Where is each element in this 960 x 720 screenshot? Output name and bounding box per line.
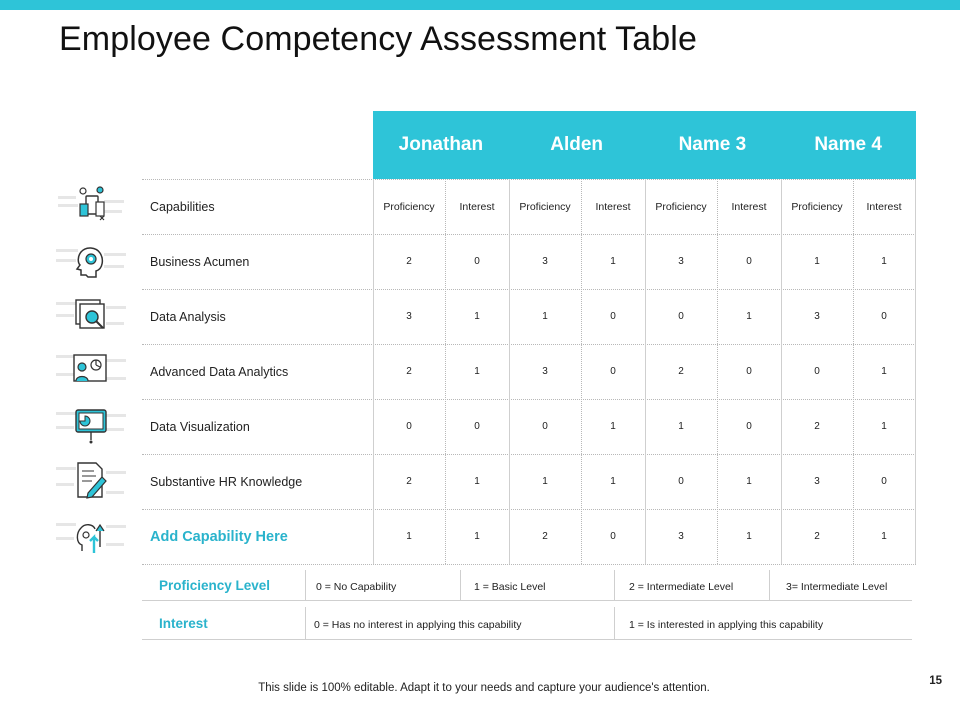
score-cell: 1 [610, 476, 616, 487]
score-cell: 1 [474, 476, 480, 487]
hr-knowledge-icon [56, 457, 126, 507]
score-cell: 0 [678, 311, 684, 322]
name-header-3: Name 3 [678, 134, 747, 155]
grid-line [915, 179, 916, 564]
score-cell: 0 [474, 256, 480, 267]
data-visualization-icon [56, 402, 126, 452]
score-cell: 0 [814, 366, 820, 377]
sub-header: Proficiency [519, 200, 571, 213]
score-cell: 3 [678, 256, 684, 267]
capability-label: Data Visualization [150, 419, 250, 434]
score-cell: 0 [406, 421, 412, 432]
capability-label: Business Acumen [150, 254, 250, 269]
score-cell: 0 [746, 256, 752, 267]
sub-header: Proficiency [383, 200, 435, 213]
legend-divider [614, 607, 615, 639]
business-acumen-icon [56, 237, 126, 287]
score-cell: 2 [542, 531, 548, 542]
interest-legend-item: 1 = Is interested in applying this capability [629, 619, 824, 631]
score-cell: 1 [610, 421, 616, 432]
score-cell: 1 [881, 531, 887, 542]
legend-divider [614, 570, 615, 600]
capabilities-header: Capabilities [150, 199, 215, 214]
legend-divider [305, 570, 306, 600]
score-cell: 0 [881, 476, 887, 487]
score-cell: 3 [542, 366, 548, 377]
sub-header: Interest [866, 200, 902, 213]
top-accent-bar [0, 0, 960, 10]
legend-divider [769, 570, 770, 600]
page-number: 15 [929, 675, 942, 687]
legend-divider [460, 570, 461, 600]
score-cell: 0 [610, 366, 616, 377]
score-cell: 2 [814, 421, 820, 432]
score-cell: 1 [881, 366, 887, 377]
score-cell: 0 [746, 421, 752, 432]
sub-header: Interest [459, 200, 495, 213]
score-cell: 2 [814, 531, 820, 542]
score-cell: 1 [746, 311, 752, 322]
interest-legend-title: Interest [159, 616, 208, 631]
score-cell: 1 [610, 256, 616, 267]
score-cell: 0 [610, 311, 616, 322]
proficiency-legend-item: 1 = Basic Level [474, 581, 546, 593]
score-cell: 0 [542, 421, 548, 432]
proficiency-legend-item: 3= Intermediate Level [786, 581, 888, 593]
capability-label: Data Analysis [150, 309, 226, 324]
grid-line [142, 564, 916, 565]
score-cell: 0 [610, 531, 616, 542]
slide-title: Employee Competency Assessment Table [59, 20, 697, 58]
score-cell: 2 [678, 366, 684, 377]
score-cell: 0 [746, 366, 752, 377]
score-cell: 1 [474, 311, 480, 322]
legend-separator [142, 639, 912, 640]
sub-header: Proficiency [655, 200, 707, 213]
score-cell: 1 [542, 311, 548, 322]
sub-header: Interest [595, 200, 631, 213]
capability-label: Advanced Data Analytics [150, 364, 289, 379]
score-cell: 3 [814, 311, 820, 322]
capability-label: Substantive HR Knowledge [150, 474, 303, 489]
score-cell: 3 [542, 256, 548, 267]
score-cell: 0 [881, 311, 887, 322]
footer-note: This slide is 100% editable. Adapt it to your needs and capture your audience's attention. [258, 682, 710, 694]
legend-divider [305, 607, 306, 639]
name-header-4: Name 4 [814, 134, 882, 155]
name-header-1: Jonathan [398, 134, 484, 155]
proficiency-legend-item: 2 = Intermediate Level [629, 581, 734, 593]
score-cell: 3 [678, 531, 684, 542]
score-cell: 2 [406, 476, 412, 487]
proficiency-legend-item: 0 = No Capability [316, 581, 397, 593]
score-cell: 1 [814, 256, 820, 267]
score-cell: 1 [678, 421, 684, 432]
score-cell: 0 [474, 421, 480, 432]
capabilities-icon [56, 182, 126, 232]
score-cell: 1 [406, 531, 412, 542]
sub-header: Interest [731, 200, 767, 213]
score-cell: 1 [881, 421, 887, 432]
score-cell: 1 [474, 531, 480, 542]
proficiency-legend-title: Proficiency Level [159, 578, 271, 593]
score-cell: 1 [881, 256, 887, 267]
score-cell: 1 [542, 476, 548, 487]
add-capability-label[interactable]: Add Capability Here [150, 528, 288, 545]
data-analysis-icon [56, 292, 126, 342]
add-capability-icon [56, 513, 126, 563]
score-cell: 0 [678, 476, 684, 487]
analytics-presentation-icon [56, 347, 126, 397]
name-header-band [373, 111, 916, 179]
score-cell: 1 [474, 366, 480, 377]
score-cell: 3 [406, 311, 412, 322]
sub-header: Proficiency [791, 200, 843, 213]
legend-separator [142, 600, 912, 601]
score-cell: 3 [814, 476, 820, 487]
score-cell: 1 [746, 531, 752, 542]
score-cell: 2 [406, 366, 412, 377]
score-cell: 2 [406, 256, 412, 267]
interest-legend-item: 0 = Has no interest in applying this capability [314, 619, 522, 631]
name-header-2: Alden [550, 134, 604, 155]
score-cell: 1 [746, 476, 752, 487]
